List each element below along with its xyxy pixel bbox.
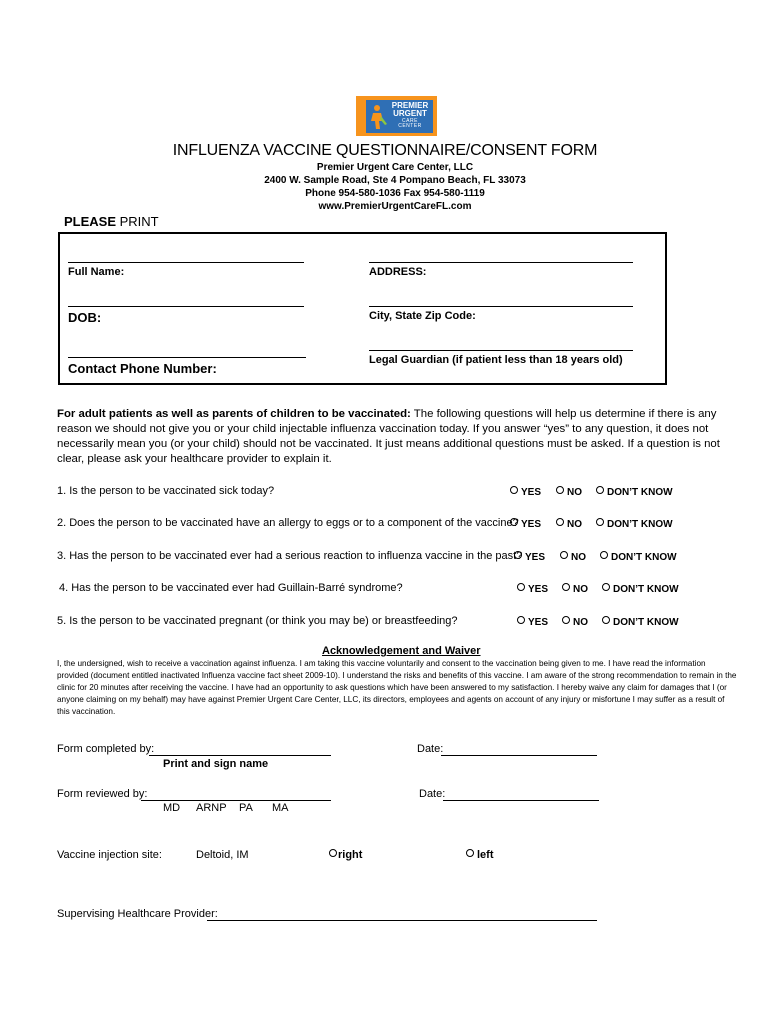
logo-figure-icon [370, 104, 388, 130]
logo-text: PREMIER URGENT [391, 101, 429, 118]
address-line[interactable] [369, 262, 633, 263]
no-label: NO [573, 584, 588, 595]
radio-circle-icon [517, 616, 525, 624]
radio-circle-icon [466, 849, 474, 857]
form-title: INFLUENZA VACCINE QUESTIONNAIRE/CONSENT FORM [172, 142, 598, 159]
q5-yes-option[interactable] [517, 616, 548, 628]
right-label: right [338, 849, 363, 861]
yes-label: YES [525, 552, 546, 563]
q2-yes-option[interactable] [510, 518, 541, 530]
q2-no-option[interactable] [556, 518, 582, 530]
question-4: 4. Has the person to be vaccinated ever had Guillain-Barré syndrome? [59, 582, 403, 594]
q1-no-option[interactable] [556, 486, 582, 498]
company-website: www.PremierUrgentCareFL.com [318, 201, 472, 212]
radio-circle-icon [510, 518, 518, 526]
intro-paragraph [57, 407, 727, 467]
radio-circle-icon [556, 518, 564, 526]
yes-label: YES [528, 617, 549, 628]
role-arnp[interactable]: ARNP [196, 802, 227, 814]
full-name-label: Full Name: [68, 266, 125, 278]
radio-circle-icon [517, 583, 525, 591]
radio-circle-icon [600, 551, 608, 559]
dont-know-label: DON’T KNOW [613, 617, 679, 628]
dont-know-label: DON’T KNOW [611, 552, 677, 563]
company-name: Premier Urgent Care Center, LLC [316, 162, 474, 173]
role-ma[interactable]: MA [272, 802, 289, 814]
yes-label: YES [528, 584, 549, 595]
radio-circle-icon [556, 486, 564, 494]
question-3: 3. Has the person to be vaccinated ever had a serious reaction to influenza vaccine in the past? [57, 550, 523, 562]
yes-label: YES [521, 519, 542, 530]
intro-lead: For adult patients as well as parents of children to be vaccinated: [57, 408, 411, 420]
question-5: 5. Is the person to be vaccinated pregnant (or think you may be) or breastfeeding? [57, 615, 458, 627]
company-address: 2400 W. Sample Road, Ste 4 Pompano Beach, FL 33073 [264, 175, 526, 186]
dont-know-label: DON’T KNOW [607, 487, 673, 498]
form-reviewed-by-label: Form reviewed by: [57, 788, 148, 800]
radio-circle-icon [510, 486, 518, 494]
radio-circle-icon [602, 616, 610, 624]
radio-circle-icon [514, 551, 522, 559]
supervising-provider-label: Supervising Healthcare Provider: [57, 908, 218, 920]
please-word: PLEASE [64, 214, 117, 229]
radio-circle-icon [596, 486, 604, 494]
question-2: 2. Does the person to be vaccinated have an allergy to eggs or to a component of the vaccine? [57, 517, 519, 529]
city-state-zip-line[interactable] [369, 306, 633, 307]
radio-circle-icon [562, 583, 570, 591]
city-state-zip-label: City, State Zip Code: [369, 310, 476, 322]
premier-urgent-care-logo [356, 96, 437, 136]
no-label: NO [573, 617, 588, 628]
form-reviewed-by-line[interactable] [141, 800, 331, 801]
right-site-option[interactable] [329, 849, 362, 861]
patient-info-box [58, 232, 667, 385]
radio-circle-icon [596, 518, 604, 526]
form-completed-by-line[interactable] [149, 755, 331, 756]
legal-guardian-label: Legal Guardian (if patient less than 18 years old) [369, 354, 623, 366]
q3-dont-know-option[interactable] [600, 551, 677, 563]
q2-dont-know-option[interactable] [596, 518, 673, 530]
date-line-2[interactable] [443, 800, 599, 801]
role-pa[interactable]: PA [239, 802, 253, 814]
radio-circle-icon [602, 583, 610, 591]
legal-guardian-line[interactable] [369, 350, 633, 351]
logo-subtext: CARE CENTER [398, 118, 422, 129]
full-name-line[interactable] [68, 262, 304, 263]
dont-know-label: DON’T KNOW [607, 519, 673, 530]
left-label: left [477, 849, 494, 861]
acknowledgement-title: Acknowledgement and Waiver [322, 645, 481, 657]
q5-no-option[interactable] [562, 616, 588, 628]
intro-body: The following questions will help us determine if there is any reason we should not give you or your child injectable influenza vaccination today. If you answer “yes” to any question, it does not necessarily mean you (or your child) should not be vaccinated. It just means additional questions must be asked. If a question is not clear, please ask your healthcare provider to explain it. [57, 408, 720, 465]
q4-no-option[interactable] [562, 583, 588, 595]
dob-line[interactable] [68, 306, 304, 307]
radio-circle-icon [329, 849, 337, 857]
deltoid-label: Deltoid, IM [196, 849, 249, 861]
injection-site-label: Vaccine injection site: [57, 849, 162, 861]
q3-yes-option[interactable] [514, 551, 545, 563]
radio-circle-icon [560, 551, 568, 559]
radio-circle-icon [562, 616, 570, 624]
date-label-1: Date: [417, 743, 444, 755]
print-and-sign-text: Print and sign name [163, 758, 269, 770]
address-label: ADDRESS: [369, 266, 427, 278]
print-word: PRINT [116, 214, 159, 229]
dont-know-label: DON’T KNOW [613, 584, 679, 595]
date-line-1[interactable] [441, 755, 597, 756]
contact-phone-line[interactable] [68, 357, 306, 358]
dob-label: DOB: [68, 310, 102, 325]
q5-dont-know-option[interactable] [602, 616, 679, 628]
question-1: 1. Is the person to be vaccinated sick today? [57, 485, 275, 497]
q1-dont-know-option[interactable] [596, 486, 673, 498]
no-label: NO [567, 487, 582, 498]
no-label: NO [571, 552, 586, 563]
print-and-sign-label [163, 758, 268, 770]
please-print-label [64, 214, 159, 229]
contact-phone-label: Contact Phone Number: [68, 361, 217, 376]
form-completed-by-label: Form completed by: [57, 743, 155, 755]
q1-yes-option[interactable] [510, 486, 541, 498]
role-md[interactable]: MD [163, 802, 181, 814]
left-site-option[interactable] [466, 849, 494, 861]
no-label: NO [567, 519, 582, 530]
q3-no-option[interactable] [560, 551, 586, 563]
q4-dont-know-option[interactable] [602, 583, 679, 595]
yes-label: YES [521, 487, 542, 498]
company-phone: Phone 954-580-1036 Fax 954-580-1119 [305, 188, 485, 199]
date-label-2: Date: [419, 788, 446, 800]
q4-yes-option[interactable] [517, 583, 548, 595]
supervising-provider-line[interactable] [207, 920, 597, 921]
waiver-text: I, the undersigned, wish to receive a vaccination against influenza. I am taking this vaccine voluntarily and consent to the vaccination being given to me. I have read the information provided (document entitled inactivated Influenza vaccine fact sheet 2009-10). I understand the risks and benefits of this vaccine. I am aware of the strong recommendation to remain in the clinic for 20 minutes after receiving the vaccine. I have had an opportunity to ask questions which have been answered to my satisfaction. I hereby waive any claim for damages that I (or anyone claiming on my behalf) may have against Premier Urgent Care Center, LLC, its directors, employees and agents on account of any injury or misfortune I may suffer as a result of this vaccination. [57, 659, 737, 716]
